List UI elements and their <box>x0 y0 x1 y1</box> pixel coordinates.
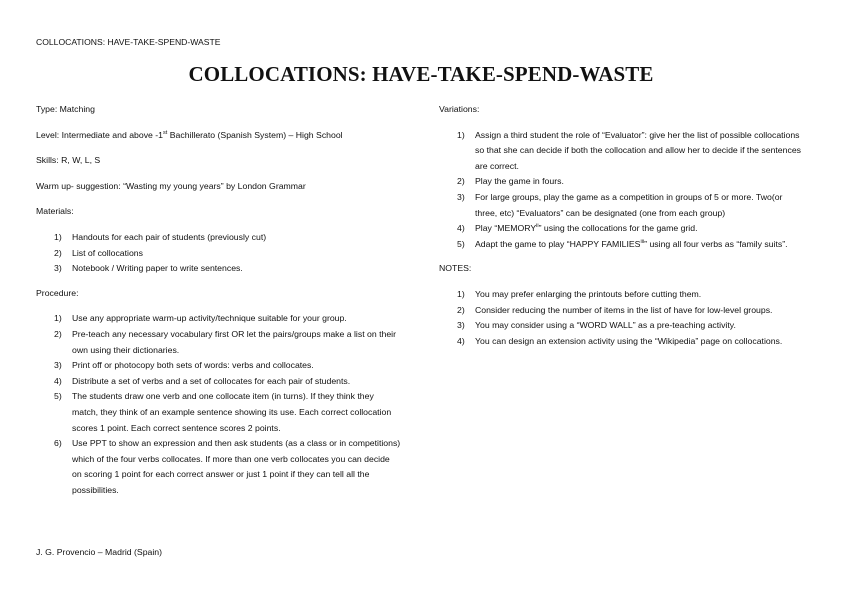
item-text: Play the game in fours. <box>475 176 564 187</box>
list-item <box>439 318 807 334</box>
item-number: 3) <box>54 263 62 274</box>
materials-heading: Materials: <box>36 206 74 217</box>
list-item <box>36 374 401 390</box>
item-number: 3) <box>54 360 62 371</box>
list-item <box>439 334 807 350</box>
list-item <box>36 230 401 246</box>
item-number: 2) <box>457 176 465 187</box>
item-number: 2) <box>457 304 465 315</box>
skills-line: Skills: R, W, L, S <box>36 155 101 166</box>
item-number: 1) <box>457 129 465 140</box>
item-number: 2) <box>54 328 62 339</box>
item-text: You may prefer enlarging the printouts before cutting them. <box>475 288 702 299</box>
list-item <box>439 190 807 221</box>
item-text: The students draw one verb and one collocate item (in turns). If they think they match, they think of an example sentence showing its use. Each correct collocation scores 1 point. Each correct sentence scores 2 points. <box>72 391 392 433</box>
list-item <box>36 261 401 277</box>
footnote-marker: iii <box>640 238 645 245</box>
item-number: 1) <box>54 231 62 242</box>
item-text: List of collocations <box>72 247 143 258</box>
level-superscript: st <box>163 129 168 136</box>
type-line: Type: Matching <box>36 104 95 114</box>
list-item <box>439 128 807 175</box>
item-text-rest: ” using all four verbs as “family suits”. <box>644 238 788 249</box>
right-column <box>439 102 807 358</box>
item-text: Use any appropriate warm-up activity/technique suitable for your group. <box>72 313 347 324</box>
procedure-list <box>36 311 401 498</box>
left-column <box>36 102 401 507</box>
item-number: 4) <box>457 335 465 346</box>
item-text: Play “MEMORY <box>475 223 537 234</box>
notes-list <box>439 287 807 349</box>
item-text: You can design an extension activity using the “Wikipedia” page on collocations. <box>475 335 783 346</box>
footnote-marker: ii <box>536 223 539 230</box>
list-item <box>36 311 401 327</box>
item-text: Assign a third student the role of “Evaluator”: give her the list of possible collocations so that she can decide if both the collocation and allow her to decide if the sentences are correct. <box>475 129 801 171</box>
item-text: Print off or photocopy both sets of words: verbs and collocates. <box>72 360 314 371</box>
list-item <box>439 303 807 319</box>
item-text: Pre-teach any necessary vocabulary first OR let the pairs/groups make a list on their own using their dictionaries. <box>72 328 396 355</box>
item-number: 3) <box>457 320 465 331</box>
item-text: You may consider using a “WORD WALL” as a pre-teaching activity. <box>475 320 736 331</box>
level-text-rest: Bachillerato (Spanish System) – High School <box>167 129 343 140</box>
item-number: 4) <box>457 223 465 234</box>
item-text: For large groups, play the game as a competition in groups of 5 or more. Two(or three, etc) “Evaluators” can be designated (one from each group) <box>475 191 783 218</box>
item-number: 4) <box>54 375 62 386</box>
item-number: 6) <box>54 438 62 449</box>
item-number: 5) <box>457 238 465 249</box>
document-title: COLLOCATIONS: HAVE-TAKE-SPEND-WASTE <box>188 62 654 86</box>
list-item <box>439 237 807 253</box>
list-item <box>36 436 401 498</box>
page-header: COLLOCATIONS: HAVE-TAKE-SPEND-WASTE <box>36 37 221 47</box>
item-text: Distribute a set of verbs and a set of collocates for each pair of students. <box>72 375 351 386</box>
list-item <box>36 327 401 358</box>
item-text: Adapt the game to play “HAPPY FAMILIES <box>475 238 641 249</box>
level-line <box>36 128 401 144</box>
item-number: 1) <box>457 288 465 299</box>
variations-heading: Variations: <box>439 104 480 114</box>
list-item <box>439 287 807 303</box>
materials-list <box>36 230 401 277</box>
list-item <box>36 358 401 374</box>
item-text: Notebook / Writing paper to write sentences. <box>72 263 243 274</box>
item-number: 1) <box>54 313 62 324</box>
item-text: Use PPT to show an expression and then ask students (as a class or in competitions) which of the four verbs collocates. If more than one verb collocates you can decide on scoring 1 point for each correct answer or just 1 point if they can tell all the possibilities. <box>72 438 401 495</box>
level-text: Level: Intermediate and above -1 <box>36 129 164 140</box>
warmup-line: Warm up- suggestion: “Wasting my young years” by London Grammar <box>36 180 306 191</box>
item-number: 5) <box>54 391 62 402</box>
page-footer: J. G. Provencio – Madrid (Spain) <box>36 547 163 557</box>
item-number: 2) <box>54 247 62 258</box>
item-number: 3) <box>457 191 465 202</box>
list-item <box>439 174 807 190</box>
list-item <box>439 221 807 237</box>
item-text-rest: ” using the collocations for the game grid. <box>538 223 698 234</box>
item-text: Handouts for each pair of students (previously cut) <box>72 231 267 242</box>
variations-list <box>439 128 807 253</box>
list-item <box>36 389 401 436</box>
procedure-heading: Procedure: <box>36 287 79 298</box>
list-item <box>36 246 401 262</box>
item-text: Consider reducing the number of items in the list of have for low-level groups. <box>475 304 773 315</box>
notes-heading: NOTES: <box>439 263 472 274</box>
